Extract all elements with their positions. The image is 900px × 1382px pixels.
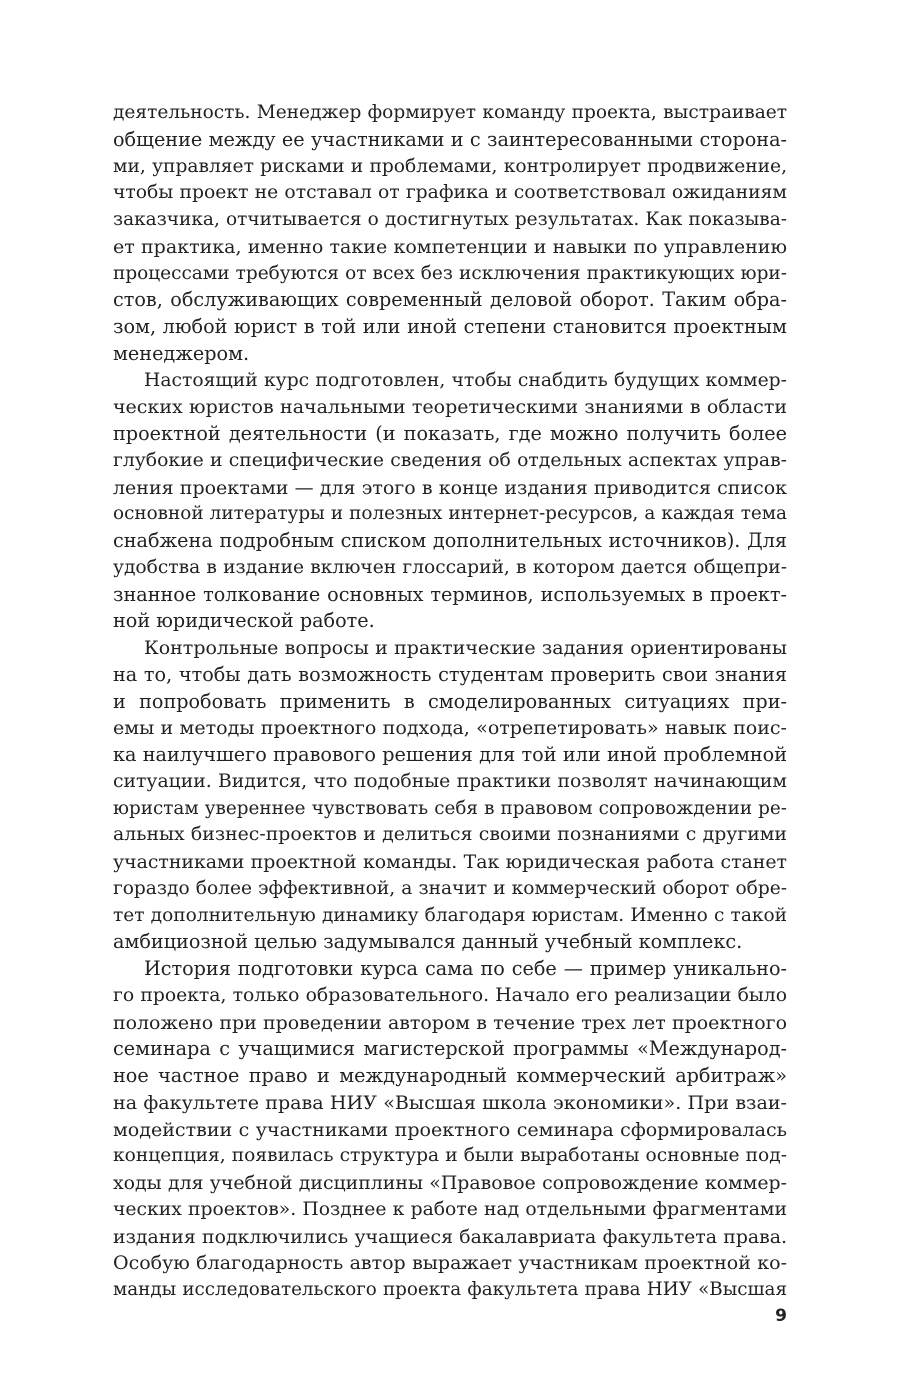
text-line: удобства в издание включен глоссарий, в котором дается общепри-: [113, 556, 787, 578]
text-line: емы и методы проектного подхода, «отрепетировать» навык поис-: [113, 717, 787, 740]
text-line: Особую благодарность автор выражает участникам проектной ко-: [113, 1252, 787, 1275]
text-line: ми, управляет рисками и проблемами, контролирует продвижение,: [113, 155, 787, 177]
text-line: чтобы проект не отставал от графика и соответствовал ожиданиям: [113, 182, 787, 204]
text-line: основной литературы и полезных интернет-ресурсов, а каждая тема: [113, 503, 787, 525]
body-text: [113, 100, 787, 1304]
text-line: ческих проектов». Позднее к работе над отдельными фрагментами: [113, 1198, 787, 1220]
text-line: знанное толкование основных терминов, используемых в проект-: [113, 582, 787, 606]
text-line: деятельность. Менеджер формирует команду проекта, выстраивает: [113, 102, 787, 123]
text-line: глубокие и специфические сведения об отдельных аспектах управ-: [113, 449, 787, 471]
paragraph: [113, 368, 787, 636]
text-line: общение между ее участниками и с заинтересованными сторона-: [113, 127, 787, 151]
text-line: заказчика, отчитывается о достигнутых результатах. Как показыва-: [113, 209, 787, 230]
text-line: го проекта, только образовательного. Начало его реализации было: [113, 984, 787, 1006]
text-line: ет практика, именно такие компетенции и навыки по управлению: [113, 235, 787, 258]
paragraph: [113, 100, 787, 368]
text-line: юристам увереннее чувствовать себя в правовом сопровождении ре-: [113, 797, 787, 819]
paragraph: [113, 956, 787, 1304]
text-line: ной юридической работе.: [113, 609, 375, 633]
text-line: ческих юристов начальными теоретическими знаниями в области: [113, 396, 787, 419]
text-line: ления проектами — для этого в конце издания приводится список: [113, 476, 787, 499]
text-line: амбициозной целью задумывался данный учебный комплекс.: [113, 930, 743, 954]
text-line: менеджером.: [113, 341, 250, 365]
text-line: на то, чтобы дать возможность студентам проверить свои знания: [113, 662, 787, 686]
text-line: ное частное право и международный коммерческий арбитраж»: [113, 1064, 787, 1087]
text-line: и попробовать применить в смоделированных ситуациях при-: [113, 689, 787, 713]
text-line: модействии с участниками проектного семинара сформировалась: [113, 1118, 787, 1141]
text-line: издания подключились учащиеся бакалавриата факультета права.: [113, 1225, 787, 1248]
text-line: История подготовки курса сама по себе — пример уникально-: [144, 957, 787, 980]
text-line: положено при проведении автором в течение трех лет проектного: [113, 1011, 787, 1034]
text-line: тет дополнительную динамику благодаря юристам. Именно с такой: [113, 904, 787, 926]
text-line: снабжена подробным списком дополнительных источников). Для: [113, 529, 787, 552]
paragraph: [113, 635, 787, 956]
text-line: семинара с учащимися магистерской программы «Международ-: [113, 1037, 787, 1061]
text-line: на факультете права НИУ «Высшая школа экономики». При взаи-: [113, 1091, 787, 1114]
text-line: процессами требуются от всех без исключения практикующих юри-: [113, 262, 787, 284]
text-line: Контрольные вопросы и практические задания ориентированы: [144, 637, 787, 659]
page-number: 9: [775, 1306, 787, 1326]
text-line: ходы для учебной дисциплины «Правовое сопровождение коммер-: [113, 1172, 787, 1194]
text-line: альных бизнес-проектов и делиться своими познаниями с другими: [113, 824, 787, 846]
text-line: гораздо более эффективной, а значит и коммерческий оборот обре-: [113, 877, 787, 899]
text-line: проектной деятельности (и показать, где можно получить более: [113, 422, 787, 445]
text-line: стов, обслуживающих современный деловой оборот. Таким обра-: [113, 288, 787, 312]
text-line: ка наилучшего правового решения для той или иной проблемной: [113, 743, 787, 766]
text-line: Настоящий курс подготовлен, чтобы снабдить будущих коммер-: [144, 369, 787, 391]
text-line: манды исследовательского проекта факультета права НИУ «Высшая: [113, 1279, 787, 1300]
text-line: зом, любой юрист в той или иной степени становится проектным: [113, 315, 787, 338]
text-line: ситуации. Видится, что подобные практики позволят начинающим: [113, 770, 787, 792]
text-line: концепция, появилась структура и были выработаны основные под-: [113, 1145, 787, 1167]
text-line: участниками проектной команды. Так юридическая работа станет: [113, 851, 787, 873]
